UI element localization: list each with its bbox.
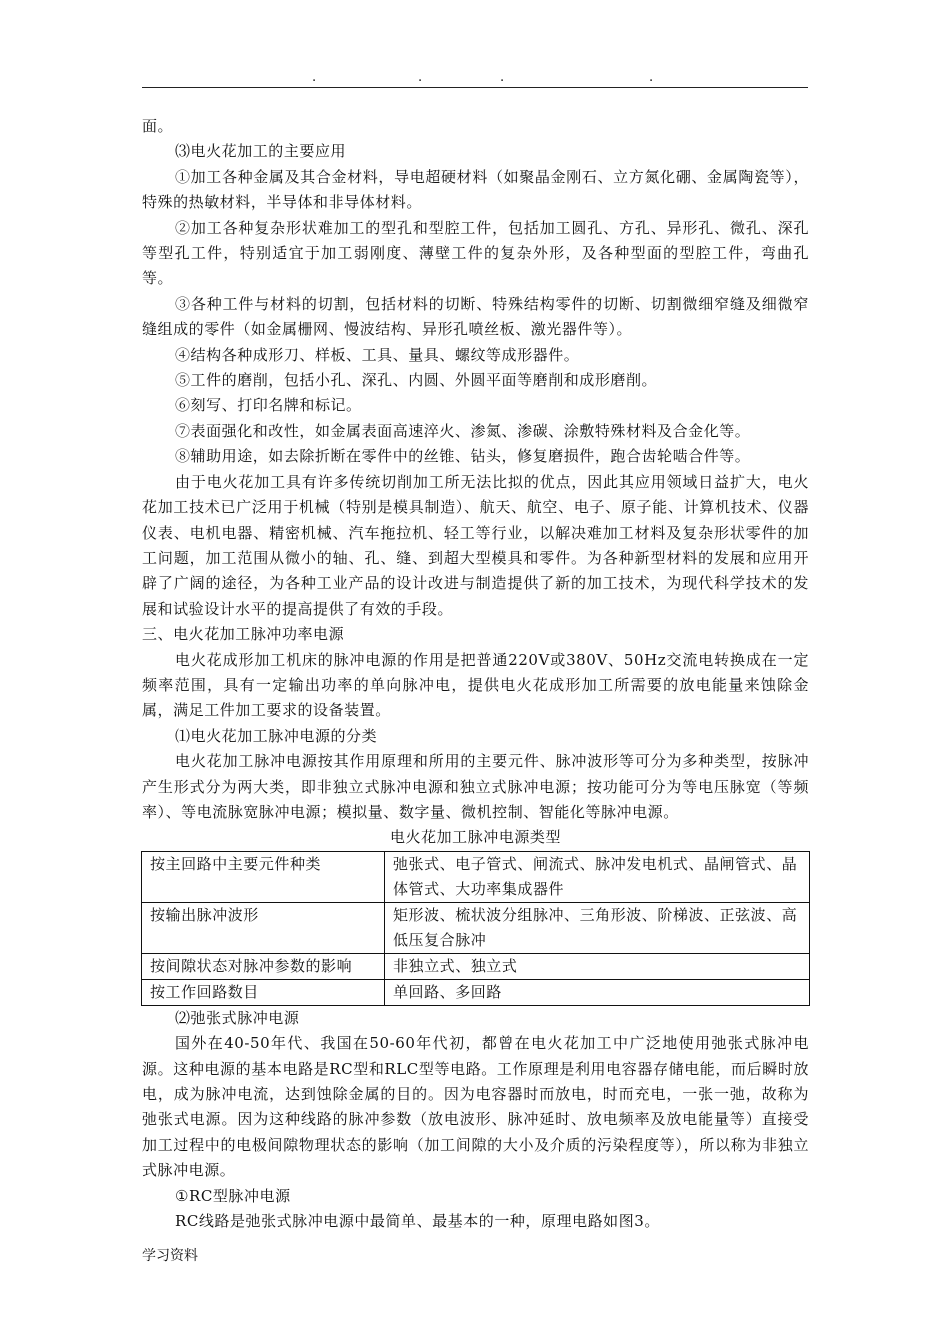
types-cell: 非独立式、独立式 xyxy=(385,953,810,979)
header-dot: . xyxy=(500,70,505,85)
section-applications xyxy=(142,114,809,825)
table-row xyxy=(142,979,810,1005)
types-cell: 单回路、多回路 xyxy=(385,979,810,1005)
paragraph: 三、电火花加工脉冲功率电源 xyxy=(142,625,345,644)
category-cell: 按输出脉冲波形 xyxy=(142,902,385,953)
types-cell: 弛张式、电子管式、闸流式、脉冲发电机式、晶闸管式、晶体管式、大功率集成器件 xyxy=(385,851,810,902)
paragraph: 国外在40-50年代、我国在50-60年代初，都曾在电火花加工中广泛地使用弛张式脉冲电源。这种电源的基本电路是RC型和RLC型等电路。工作原理是利用电容器存储电能，而后瞬时放电，成为脉冲电流，达到蚀除金属的目的。因为电容器时而放电，时而充电，一张一弛，故称为弛张式电源。因为这种线路的脉冲参数（放电波形、脉冲延时、放电频率及放电能量等）直接受加工过程中的电极间隙物理状态的影响（加工间隙的大小及介质的污染程度等），所以称为非独立式脉冲电源。 xyxy=(142,1034,809,1180)
footer-label: 学习资料 xyxy=(142,1248,198,1264)
paragraph: 由于电火花加工具有许多传统切削加工所无法比拟的优点，因此其应用领域日益扩大，电火花加工技术已广泛用于机械（特别是模具制造）、航天、航空、电子、原子能、计算机技术、仪器仪表、电机电器、精密机械、汽车拖拉机、轻工等行业，以解决难加工材料及复杂形状零件的加工问题，加工范围从微小的轴、孔、缝、到超大型模具和零件。为各种新型材料的发展和应用开辟了广阔的途径，为各种工业产品的设计改进与制造提供了新的加工技术，为现代科学技术的发展和试验设计水平的提高提供了有效的手段。 xyxy=(142,472,809,618)
table-row xyxy=(142,953,810,979)
paragraph: ③各种工件与材料的切割，包括材料的切断、特殊结构零件的切断、切割微细窄缝及细微窄缝组成的零件（如金属栅网、慢波结构、异形孔喷丝板、激光器件等）。 xyxy=(142,294,809,339)
paragraph: ⑧辅助用途，如去除折断在零件中的丝锥、钻头，修复磨损件，跑合齿轮啮合件等。 xyxy=(175,447,751,466)
paragraph: ⑶电火花加工的主要应用 xyxy=(175,142,347,161)
paragraph: ⑦表面强化和改性，如金属表面高速淬火、渗氮、渗碳、涂敷特殊材料及合金化等。 xyxy=(175,421,751,440)
category-cell: 按工作回路数目 xyxy=(142,979,385,1005)
document-body xyxy=(142,114,809,1234)
paragraph: ⑴电火花加工脉冲电源的分类 xyxy=(175,726,378,745)
category-cell: 按主回路中主要元件种类 xyxy=(142,851,385,902)
paragraph: ②加工各种复杂形状难加工的型孔和型腔工件，包括加工圆孔、方孔、异形孔、微孔、深孔等型孔工件，特别适宜于加工弱刚度、薄壁工件的复杂外形，及各种型面的型腔工件，弯曲孔等。 xyxy=(142,218,809,288)
paragraph: ⑤工件的磨削，包括小孔、深孔、内圆、外圆平面等磨削和成形磨削。 xyxy=(175,371,658,390)
header-dot: . xyxy=(649,70,654,85)
header-dots xyxy=(142,70,808,86)
table-row xyxy=(142,902,810,953)
paragraph: 面。 xyxy=(142,117,174,135)
paragraph: 电火花成形加工机床的脉冲电源的作用是把普通220V或380V、50Hz交流电转换成在一定频率范围，具有一定输出功率的单向脉冲电，提供电火花成形加工所需要的放电能量来蚀除金属，满足工件加工要求的设备装置。 xyxy=(142,650,809,720)
header-dot: . xyxy=(312,70,317,85)
power-supply-types-table xyxy=(141,851,810,1006)
header-dot: . xyxy=(418,70,423,85)
paragraph: ①加工各种金属及其合金材料，导电超硬材料（如聚晶金刚石、立方氮化硼、金属陶瓷等），特殊的热敏材料，半导体和非导体材料。 xyxy=(142,167,809,212)
table-caption: 电火花加工脉冲电源类型 xyxy=(389,828,562,847)
paragraph: ⑥刻写、打印名牌和标记。 xyxy=(175,396,362,415)
category-cell: 按间隙状态对脉冲参数的影响 xyxy=(142,953,385,979)
paragraph: 电火花加工脉冲电源按其作用原理和所用的主要元件、脉冲波形等可分为多种类型，按脉冲产生形式分为两大类，即非独立式脉冲电源和独立式脉冲电源；按功能可分为等电压脉宽（等频率）、等电流脉宽脉冲电源；模拟量、数字量、微机控制、智能化等脉冲电源。 xyxy=(142,752,809,821)
paragraph: ①RC型脉冲电源 xyxy=(175,1186,291,1205)
section-relaxation-supply xyxy=(142,1006,809,1235)
paragraph: ⑵弛张式脉冲电源 xyxy=(175,1008,300,1027)
paragraph: ④结构各种成形刀、样板、工具、量具、螺纹等成形器件。 xyxy=(175,345,580,364)
table-row xyxy=(142,851,810,902)
paragraph: RC线路是弛张式脉冲电源中最简单、最基本的一种，原理电路如图3。 xyxy=(175,1212,660,1231)
types-cell: 矩形波、梳状波分组脉冲、三角形波、阶梯波、正弦波、高低压复合脉冲 xyxy=(385,902,810,953)
header-rule xyxy=(142,87,808,88)
